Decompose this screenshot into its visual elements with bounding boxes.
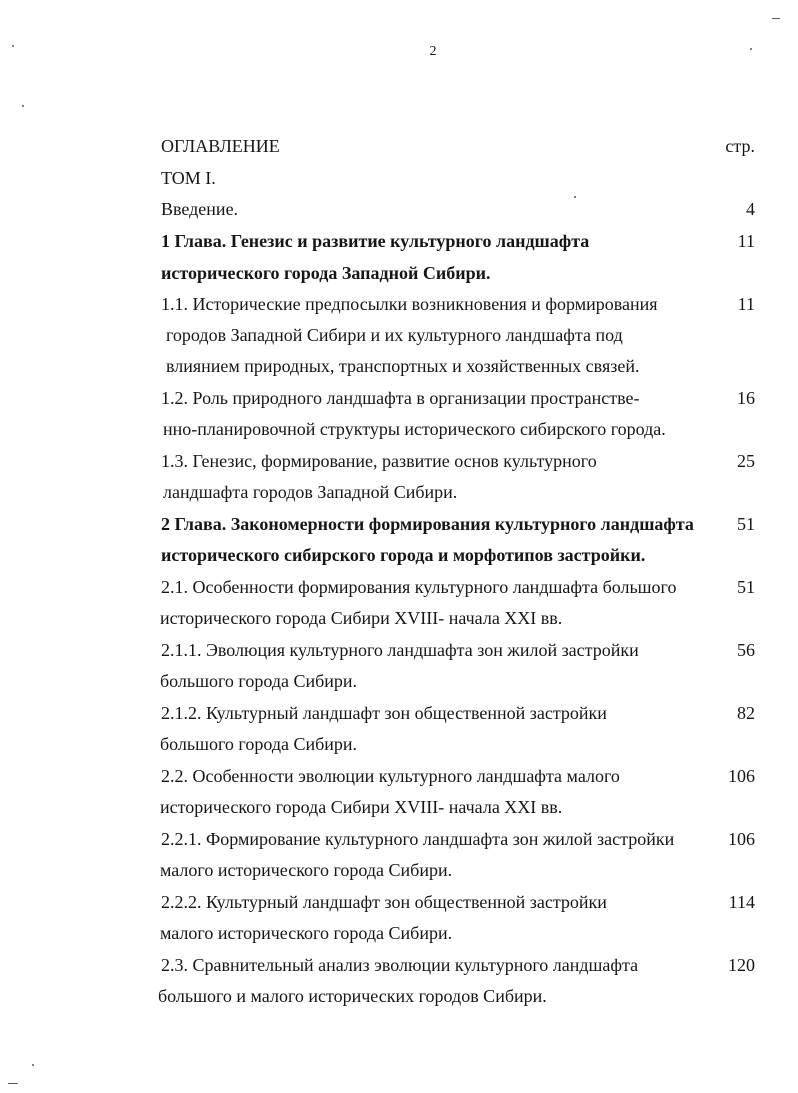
toc-entry-page: 106 bbox=[728, 766, 755, 786]
scan-speck bbox=[574, 196, 576, 198]
toc-entry-line: малого исторического города Сибири. bbox=[160, 860, 453, 880]
toc-entry-page: 25 bbox=[737, 451, 755, 471]
toc-entry-line: 2.1. Особенности формирования культурного ландшафта большого bbox=[161, 577, 677, 597]
toc-entry-line: исторического сибирского города и морфотипов застройки. bbox=[161, 545, 646, 565]
toc-entry-page: 51 bbox=[737, 577, 755, 597]
toc-entry-line: городов Западной Сибири и их культурного ландшафта под bbox=[166, 325, 623, 345]
volume-label: ТОМ I. bbox=[161, 168, 216, 188]
toc-entry-page: 114 bbox=[728, 892, 755, 912]
toc-entry-line: 1.2. Роль природного ландшафта в организации пространстве- bbox=[161, 388, 640, 408]
toc-entry-line: 1 Глава. Генезис и развитие культурного ландшафта bbox=[161, 231, 590, 251]
toc-entry-line: 2.1.2. Культурный ландшафт зон общественной застройки bbox=[161, 703, 607, 723]
toc-entry-page: 120 bbox=[728, 955, 755, 975]
toc-entry-line: большого и малого исторических городов Сибири. bbox=[158, 986, 547, 1006]
toc-entry-line: 1.3. Генезис, формирование, развитие основ культурного bbox=[161, 451, 597, 471]
scan-speck bbox=[12, 45, 14, 47]
toc-entry-page: 11 bbox=[737, 231, 755, 251]
toc-entry-line: 2 Глава. Закономерности формирования культурного ландшафта bbox=[161, 514, 694, 534]
toc-entry-page: 11 bbox=[737, 294, 755, 314]
toc-entry-line: исторического города Сибири XVIII- начала XXI вв. bbox=[160, 608, 563, 628]
toc-entry-line: 2.2. Особенности эволюции культурного ландшафта малого bbox=[161, 766, 620, 786]
toc-title: ОГЛАВЛЕНИЕ bbox=[161, 136, 280, 156]
toc-entry-line: 2.2.1. Формирование культурного ландшафта зон жилой застройки bbox=[161, 829, 675, 849]
toc-page-label: стр. bbox=[725, 136, 755, 156]
toc-entry-line: нно-планировочной структуры исторического сибирского города. bbox=[163, 419, 666, 439]
toc-entry-line: влиянием природных, транспортных и хозяйственных связей. bbox=[166, 356, 640, 376]
page-number: 2 bbox=[429, 44, 437, 59]
scan-speck bbox=[8, 1083, 18, 1084]
toc-entry-page: 16 bbox=[737, 388, 755, 408]
toc-entry-line: 2.3. Сравнительный анализ эволюции культурного ландшафта bbox=[161, 955, 639, 975]
toc-entry-page: 106 bbox=[728, 829, 755, 849]
toc-entry-page: 82 bbox=[737, 703, 755, 723]
toc-entry-page: 56 bbox=[737, 640, 755, 660]
toc-entry-line: 2.2.2. Культурный ландшафт зон общественной застройки bbox=[161, 892, 607, 912]
scan-speck bbox=[32, 1064, 34, 1066]
toc-entry-line: 1.1. Исторические предпосылки возникновения и формирования bbox=[161, 294, 658, 314]
toc-entry-line: малого исторического города Сибири. bbox=[160, 923, 453, 943]
toc-entry-line: Введение. bbox=[161, 199, 239, 219]
toc-entry-line: 2.1.1. Эволюция культурного ландшафта зон жилой застройки bbox=[161, 640, 639, 660]
scan-speck bbox=[22, 105, 24, 107]
toc-entry-line: исторического города Западной Сибири. bbox=[161, 263, 491, 283]
scan-speck bbox=[750, 48, 752, 50]
toc-entry-line: исторического города Сибири XVIII- начала XXI вв. bbox=[160, 797, 563, 817]
toc-entry-line: большого города Сибири. bbox=[160, 734, 358, 754]
toc-entry-page: 51 bbox=[737, 514, 755, 534]
toc-entry-page: 4 bbox=[746, 199, 755, 219]
scan-speck bbox=[772, 18, 780, 19]
toc-entry-line: ландшафта городов Западной Сибири. bbox=[163, 482, 458, 502]
toc-entry-line: большого города Сибири. bbox=[160, 671, 358, 691]
